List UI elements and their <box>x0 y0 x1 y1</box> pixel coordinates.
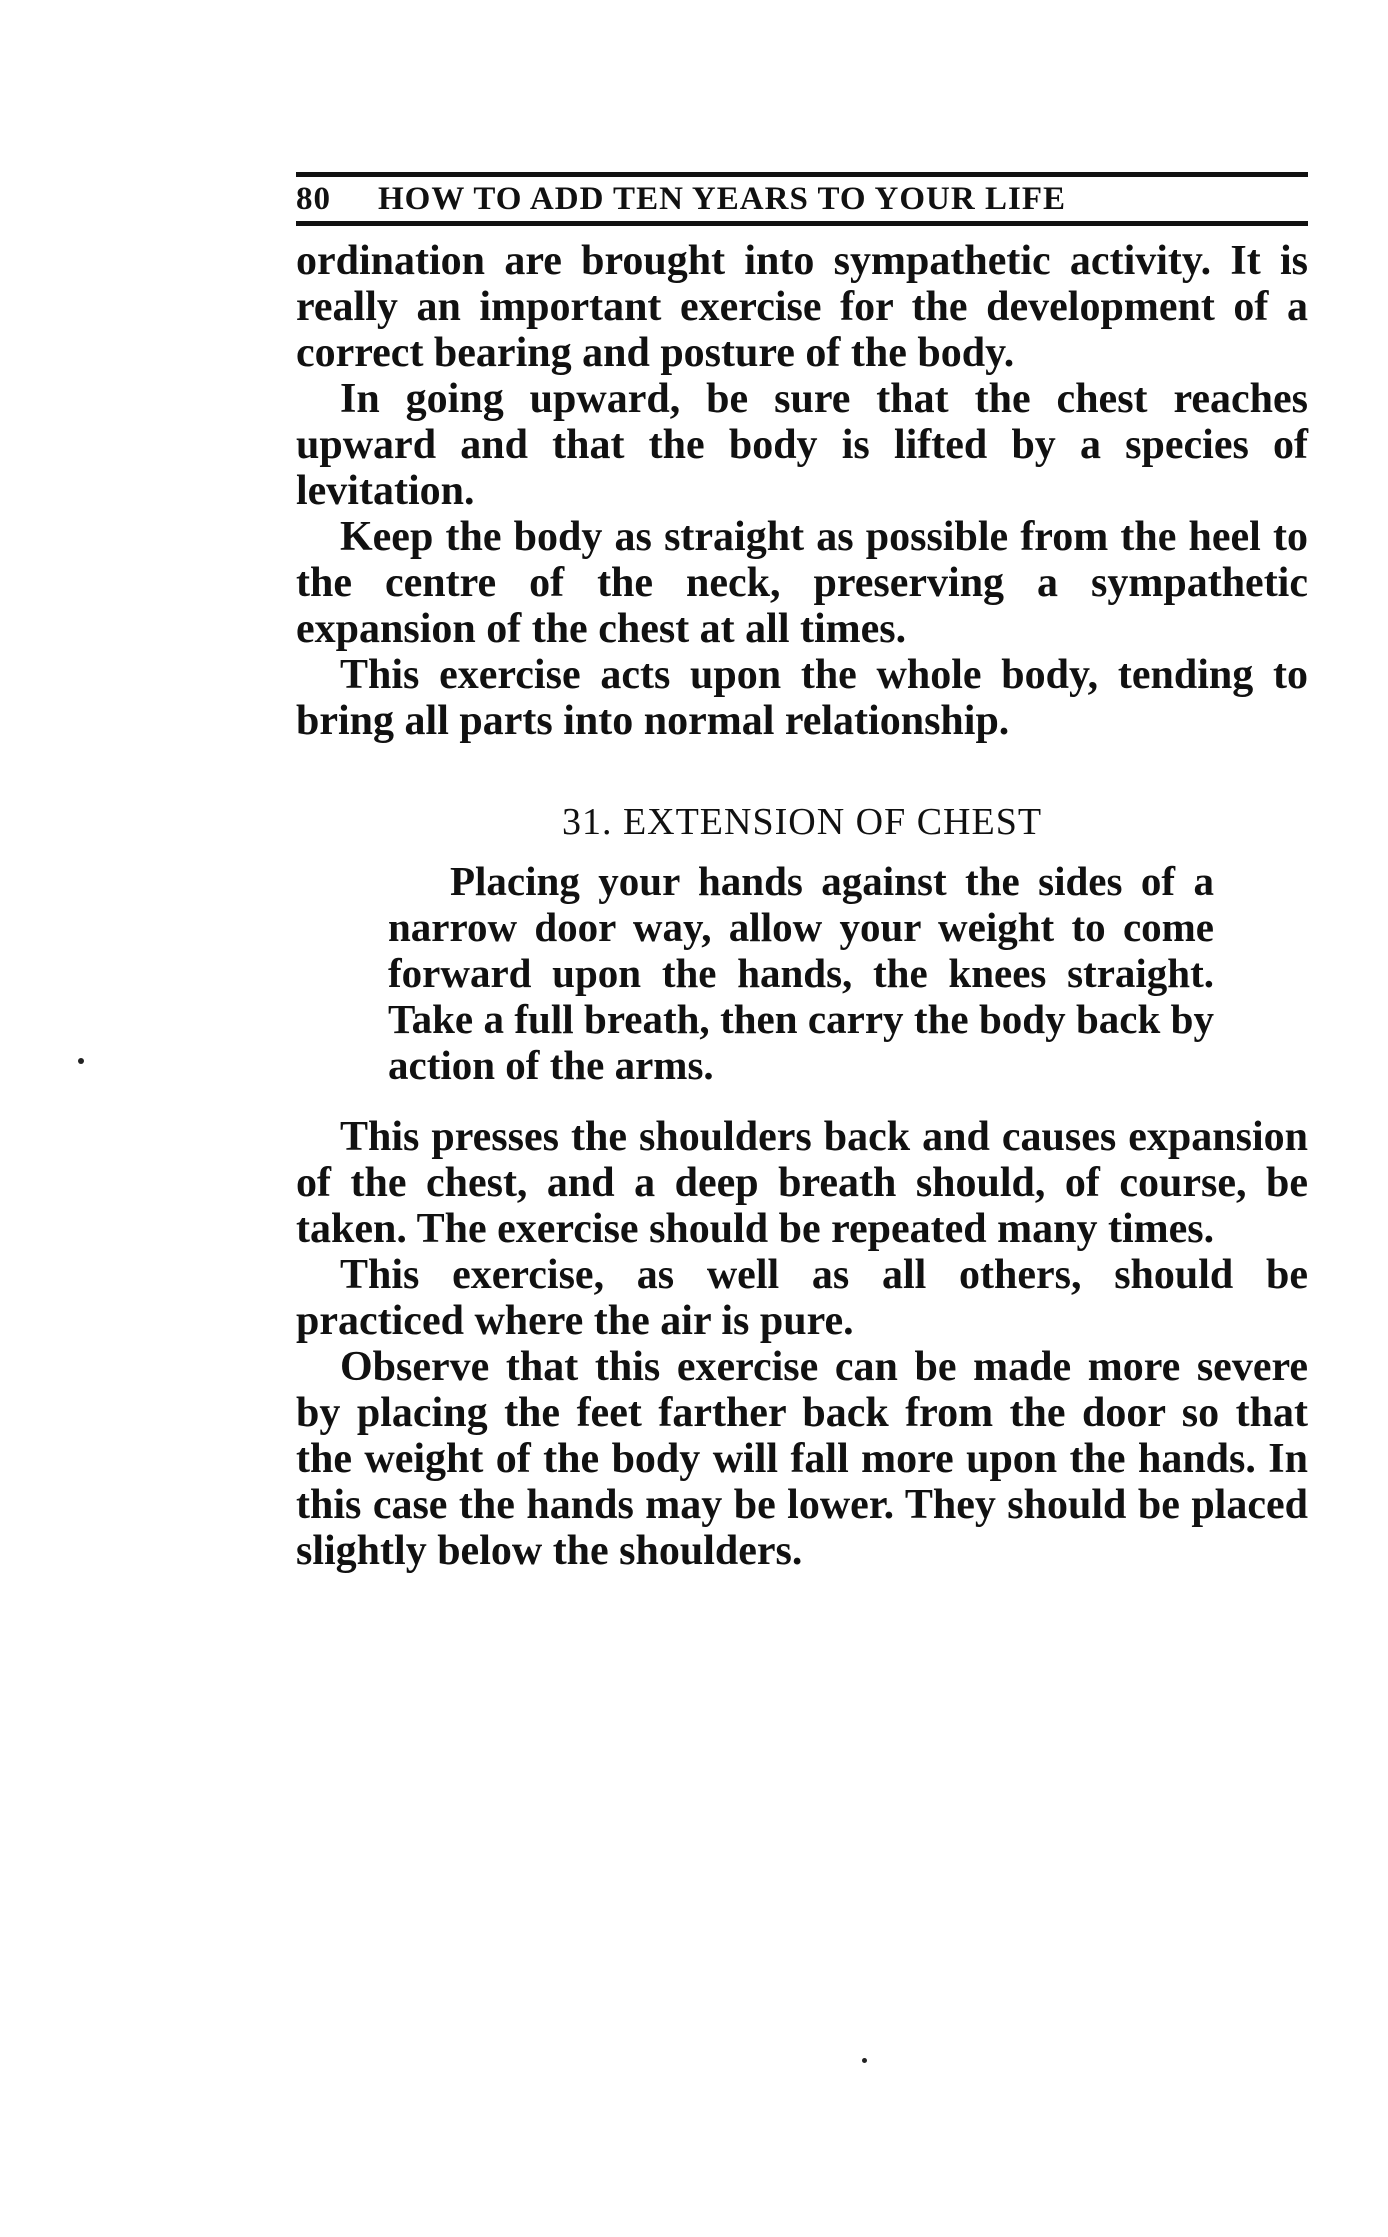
print-speck <box>862 2058 867 2063</box>
paragraph: This exercise, as well as all others, should be practiced where the air is pure. <box>296 1252 1308 1344</box>
paragraph: This exercise acts upon the whole body, tending to bring all parts into normal relationship. <box>296 652 1308 744</box>
top-text-block <box>296 238 1308 744</box>
exercise-instruction <box>388 858 1214 1088</box>
page-number: 80 <box>296 180 331 217</box>
running-head-title: HOW TO ADD TEN YEARS TO YOUR LIFE <box>378 180 1066 217</box>
paragraph: Keep the body as straight as possible from the heel to the centre of the neck, preserving a sympathetic expansion of the chest at all times. <box>296 514 1308 652</box>
bottom-text-block <box>296 1114 1308 1574</box>
instruction-text: Placing your hands against the sides of a narrow door way, allow your weight to come forward upon the hands, the knees straight. Take a full breath, then carry the body back by action of the arms. <box>388 858 1214 1088</box>
section-heading: 31. EXTENSION OF CHEST <box>561 801 1043 843</box>
paragraph-continuation: ordination are brought into sympathetic activity. It is really an important exercise for the development of a correct bearing and posture of the body. <box>296 238 1308 376</box>
paragraph: This presses the shoulders back and causes expansion of the chest, and a deep breath should, of course, be taken. The exercise should be repeated many times. <box>296 1114 1308 1252</box>
print-speck <box>78 1058 84 1064</box>
running-head <box>296 172 1308 226</box>
paragraph: In going upward, be sure that the chest reaches upward and that the body is lifted by a species of levitation. <box>296 376 1308 514</box>
paragraph: Observe that this exercise can be made more severe by placing the feet farther back from the door so that the weight of the body will fall more upon the hands. In this case the hands may be lower. They should be placed slightly below the shoulders. <box>296 1344 1308 1574</box>
